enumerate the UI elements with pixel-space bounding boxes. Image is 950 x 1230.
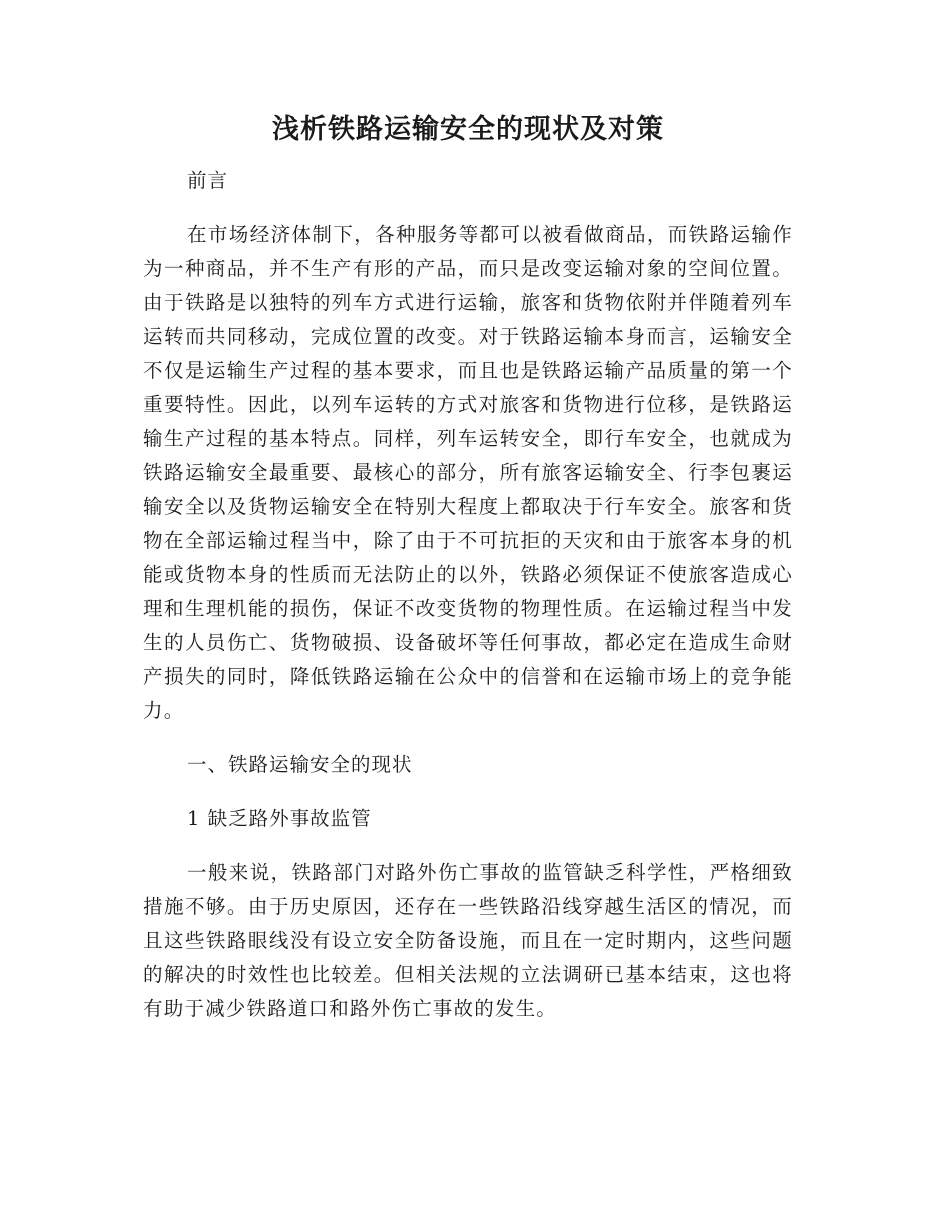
document-page [143,110,793,1046]
section-heading: 一、铁路运输安全的现状 [187,753,413,776]
subsection-paragraph: 一般来说，铁路部门对路外伤亡事故的监管缺乏科学性，严格细致措施不够。由于历史原因，还存在一些铁路沿线穿越生活区的情况，而且这些铁路眼线没有设立安全防备设施，而且在一定时期内，这些问题的解决的时效性也比较差。但相关法规的立法调研已基本结束，这也将有助于减少铁路道口和路外伤亡事故的发生。 [143,861,793,1020]
preface-label: 前言 [187,169,229,192]
document-title: 浅析铁路运输安全的现状及对策 [272,114,664,145]
preface-paragraph: 在市场经济体制下，各种服务等都可以被看做商品，而铁路运输作为一种商品，并不生产有形的产品，而只是改变运输对象的空间位置。由于铁路是以独特的列车方式进行运输，旅客和货物依附并伴随着列车运转而共同移动，完成位置的改变。对于铁路运输本身而言，运输安全不仅是运输生产过程的基本要求，而且也是铁路运输产品质量的第一个重要特性。因此，以列车运转的方式对旅客和货物进行位移，是铁路运输生产过程的基本特点。同样，列车运转安全，即行车安全，也就成为铁路运输安全最重要、最核心的部分，所有旅客运输安全、行李包裹运输安全以及货物运输安全在特别大程度上都取决于行车安全。旅客和货物在全部运输过程当中，除了由于不可抗拒的天灾和由于旅客本身的机能或货物本身的性质而无法防止的以外，铁路必须保证不使旅客造成心理和生理机能的损伤，保证不改变货物的物理性质。在运输过程当中发生的人员伤亡、货物破损、设备破坏等任何事故，都必定在造成生命财产损失的同时，降低铁路运输在公众中的信誉和在运输市场上的竞争能力。 [143,223,793,722]
subsection-heading: 1 缺乏路外事故监管 [187,807,372,830]
